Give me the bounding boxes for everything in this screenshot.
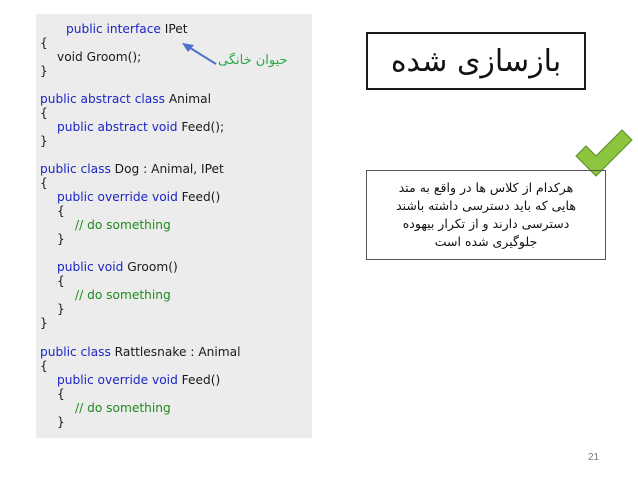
- page-number: 21: [588, 452, 600, 463]
- code-keyword: public interface: [66, 22, 161, 36]
- code-text: Groom(): [123, 260, 178, 274]
- code-text: Feed(): [177, 190, 221, 204]
- code-keyword: public void: [57, 260, 124, 274]
- code-comment: // do something: [75, 218, 171, 232]
- note-line: جلوگیری شده است: [434, 234, 538, 249]
- code-line: [40, 345, 241, 359]
- note-line: هرکدام از کلاس ها در واقع به متد: [398, 180, 574, 195]
- code-text: Feed();: [177, 120, 225, 134]
- code-text: Animal: [164, 92, 212, 106]
- code-line: [66, 22, 188, 36]
- code-line: {: [57, 387, 65, 401]
- code-keyword: public override void: [57, 190, 178, 204]
- code-line: [57, 260, 178, 274]
- note-box: [366, 170, 606, 260]
- code-line: }: [40, 64, 48, 78]
- code-text: Rattlesnake : Animal: [110, 345, 241, 359]
- code-line: [57, 120, 224, 134]
- code-line: [40, 92, 211, 106]
- code-keyword: public class: [40, 345, 111, 359]
- code-text: Feed(): [177, 373, 221, 387]
- code-line: [57, 190, 220, 204]
- code-line: [40, 162, 224, 176]
- code-comment: // do something: [75, 288, 171, 302]
- code-line: {: [40, 106, 48, 120]
- code-line: [57, 373, 220, 387]
- code-line: }: [57, 232, 65, 246]
- code-line: {: [40, 36, 48, 50]
- slide-title: بازسازی شده: [366, 32, 586, 90]
- code-line: {: [57, 204, 65, 218]
- arrow-icon: [180, 40, 220, 70]
- code-line: }: [57, 302, 65, 316]
- code-line: {: [57, 274, 65, 288]
- code-line: void Groom();: [57, 50, 142, 64]
- note-line: هایی که باید دسترسی داشته باشند: [396, 198, 576, 213]
- code-line: {: [40, 359, 48, 373]
- code-comment: // do something: [75, 401, 171, 415]
- code-line: {: [40, 176, 48, 190]
- code-line: }: [40, 134, 48, 148]
- annotation-label: حیوان خانگی: [218, 53, 288, 68]
- code-keyword: public abstract void: [57, 120, 178, 134]
- code-line: }: [40, 316, 48, 330]
- code-keyword: public override void: [57, 373, 178, 387]
- code-text: IPet: [160, 22, 188, 36]
- code-keyword: public abstract class: [40, 92, 165, 106]
- code-text: Dog : Animal, IPet: [110, 162, 224, 176]
- code-line: }: [57, 415, 65, 429]
- note-line: دسترسی دارند و از تکرار بیهوده: [402, 216, 570, 231]
- code-keyword: public class: [40, 162, 111, 176]
